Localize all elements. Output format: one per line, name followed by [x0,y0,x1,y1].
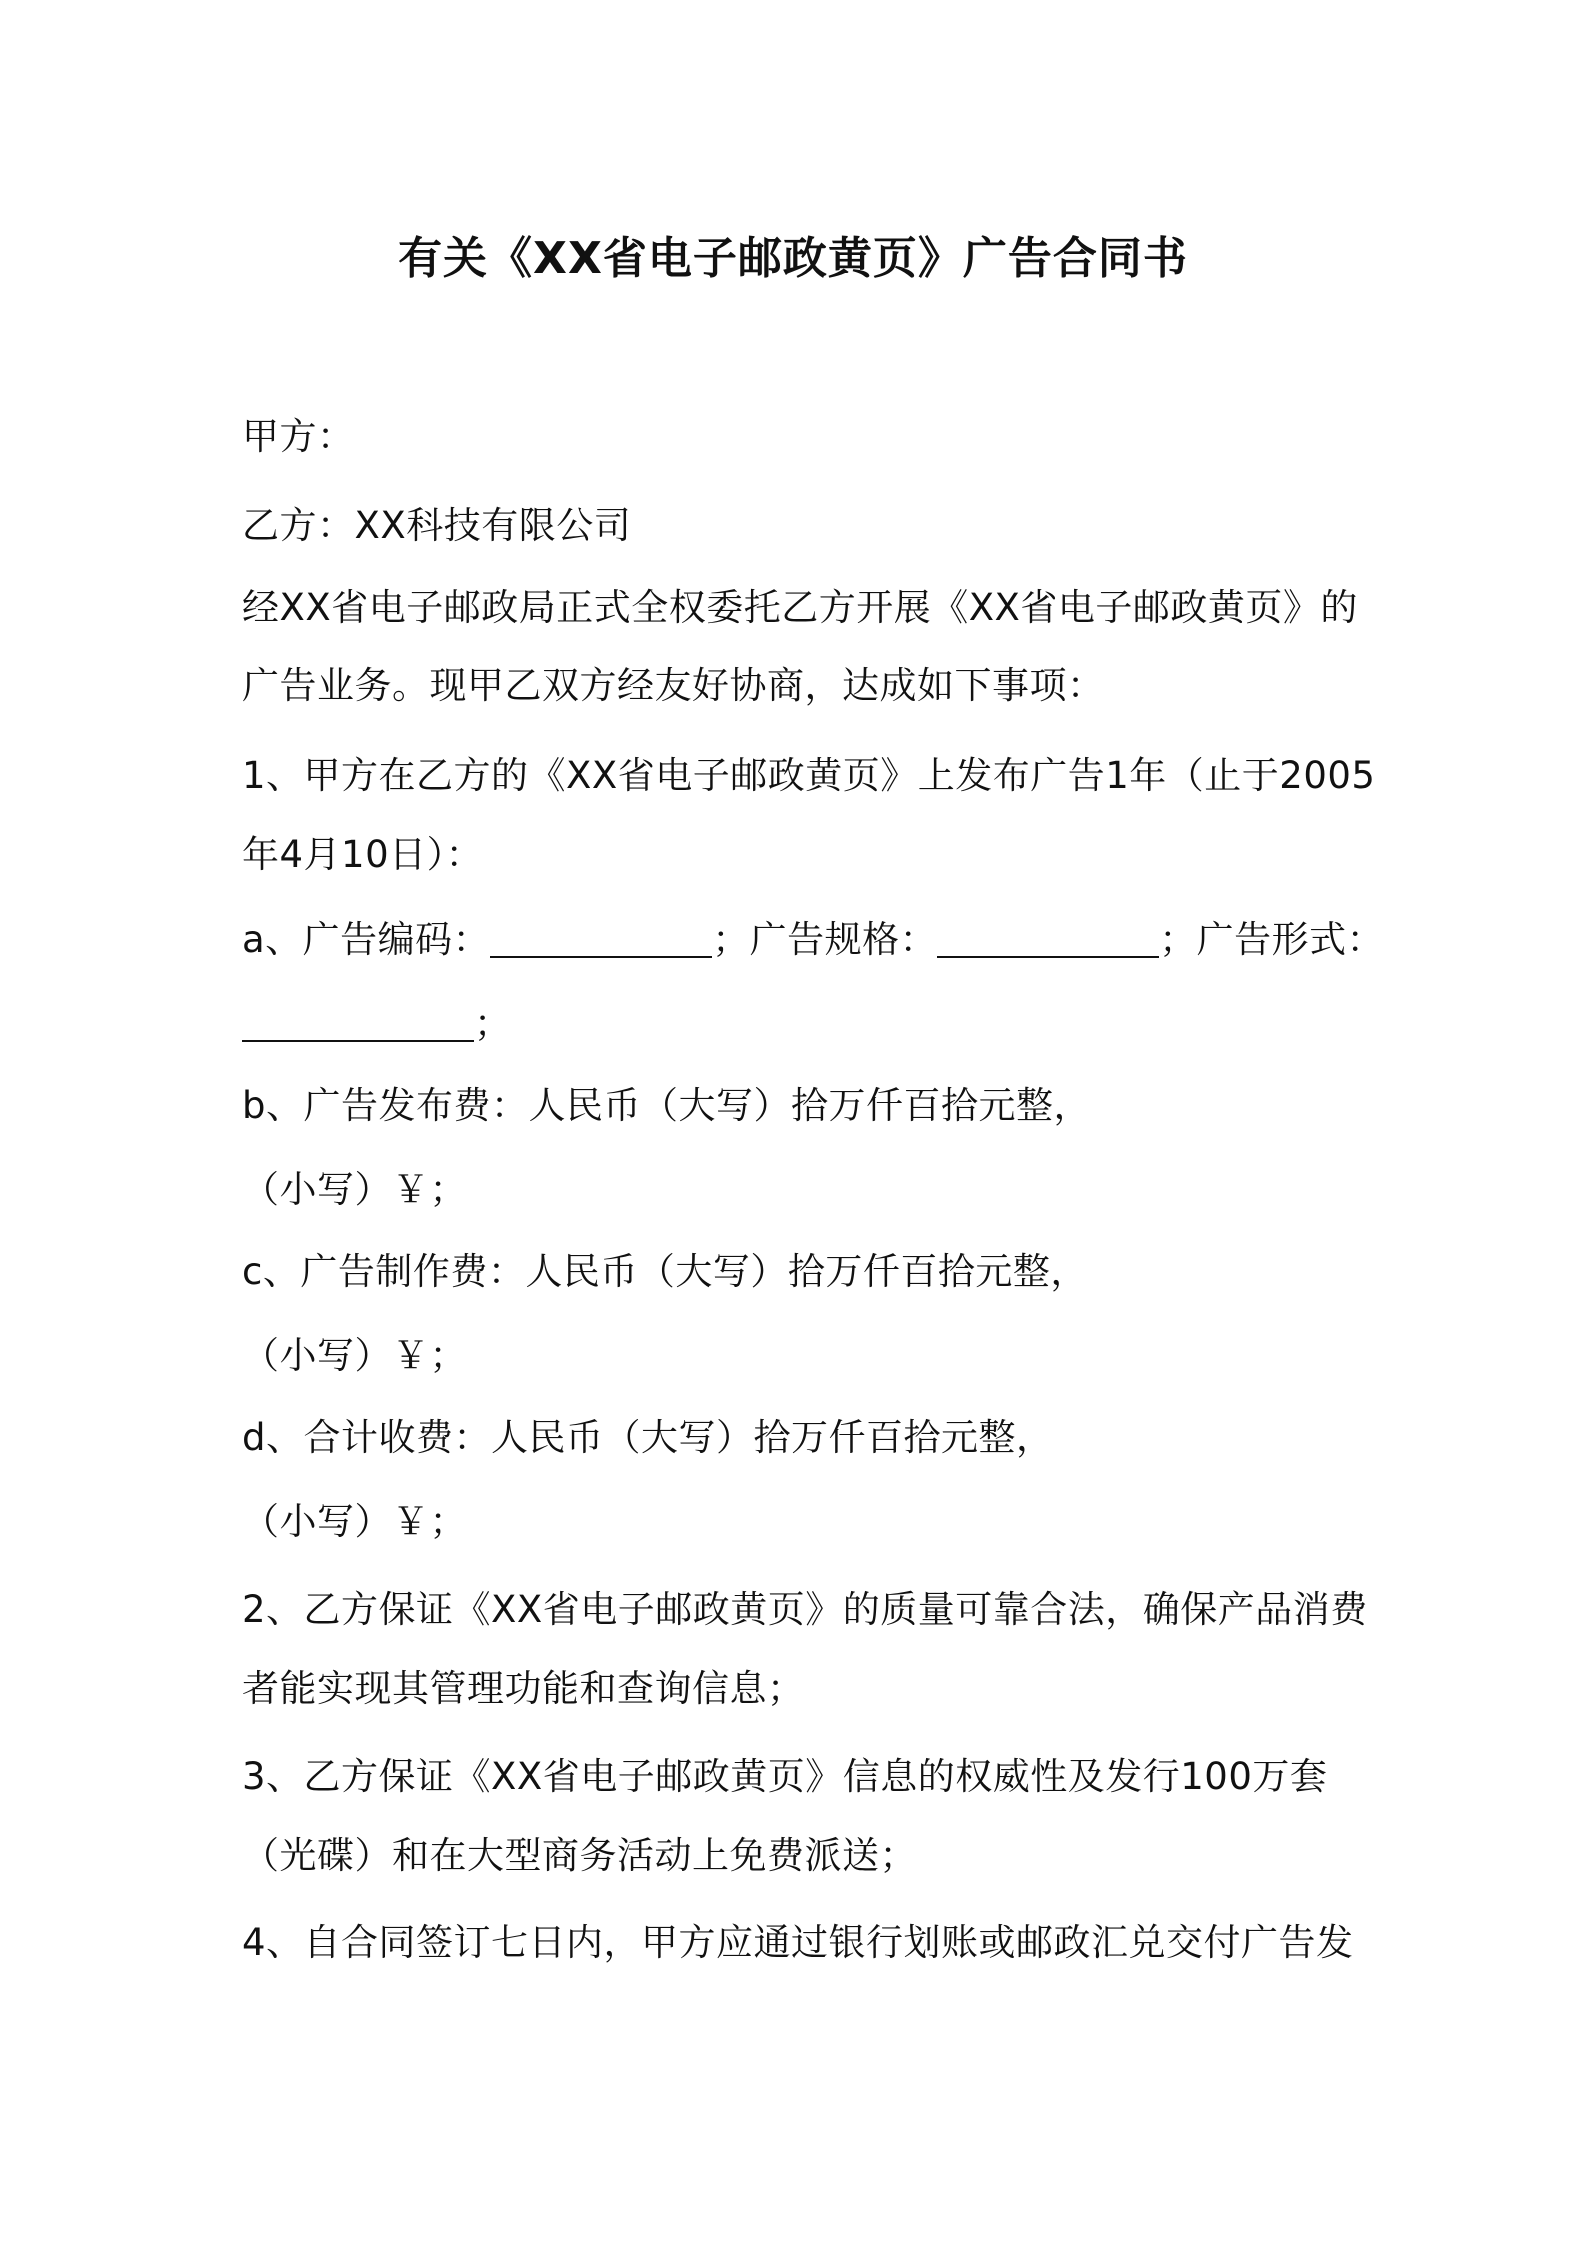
item-d-line-1: d、合计收费：人民币（大写）拾万仟百拾元整， [242,1416,1054,1459]
item-2-line-2: 者能实现其管理功能和查询信息； [242,1667,805,1710]
ad-code-label: a、广告编码： [242,918,491,961]
item-a-line-2 [242,1000,1362,1048]
item-3-line-2: （光碟）和在大型商务活动上免费派送； [242,1834,917,1877]
item-b-line-2: （小写）￥； [242,1168,467,1211]
party-b-line: 乙方：XX科技有限公司 [242,504,632,547]
item-1-line-2: 年4月10日）： [242,833,484,876]
party-a-line: 甲方： [242,415,355,458]
item-c-line-1: c、广告制作费：人民币（大写）拾万仟百拾元整， [242,1250,1088,1293]
item-3-line-1: 3、乙方保证《XX省电子邮政黄页》信息的权威性及发行100万套 [242,1755,1328,1798]
intro-line-1: 经XX省电子邮政局正式全权委托乙方开展《XX省电子邮政黄页》的 [242,586,1358,629]
ad-form-blank [242,1006,474,1042]
item-4-line-1: 4、自合同签订七日内，甲方应通过银行划账或邮政汇兑交付广告发 [242,1921,1354,1964]
item-c-line-2: （小写）￥； [242,1334,467,1377]
item-2-line-1: 2、乙方保证《XX省电子邮政黄页》的质量可靠合法，确保产品消费 [242,1588,1368,1631]
intro-line-2: 广告业务。现甲乙双方经友好协商，达成如下事项： [242,664,1105,707]
ad-spec-blank [937,922,1159,958]
ad-form-label: ；广告形式： [1159,918,1385,961]
ad-code-blank [490,922,712,958]
item-d-line-2: （小写）￥； [242,1500,467,1543]
item-a-line [242,916,1385,964]
item-1-line-1: 1、甲方在乙方的《XX省电子邮政黄页》上发布广告1年（止于2005 [242,754,1376,797]
document-title: 有关《XX省电子邮政黄页》广告合同书 [398,233,1188,284]
item-b-line-1: b、广告发布费：人民币（大写）拾万仟百拾元整， [242,1084,1091,1127]
ad-spec-label: ；广告规格： [712,918,938,961]
item-a-end: ； [474,1002,512,1045]
